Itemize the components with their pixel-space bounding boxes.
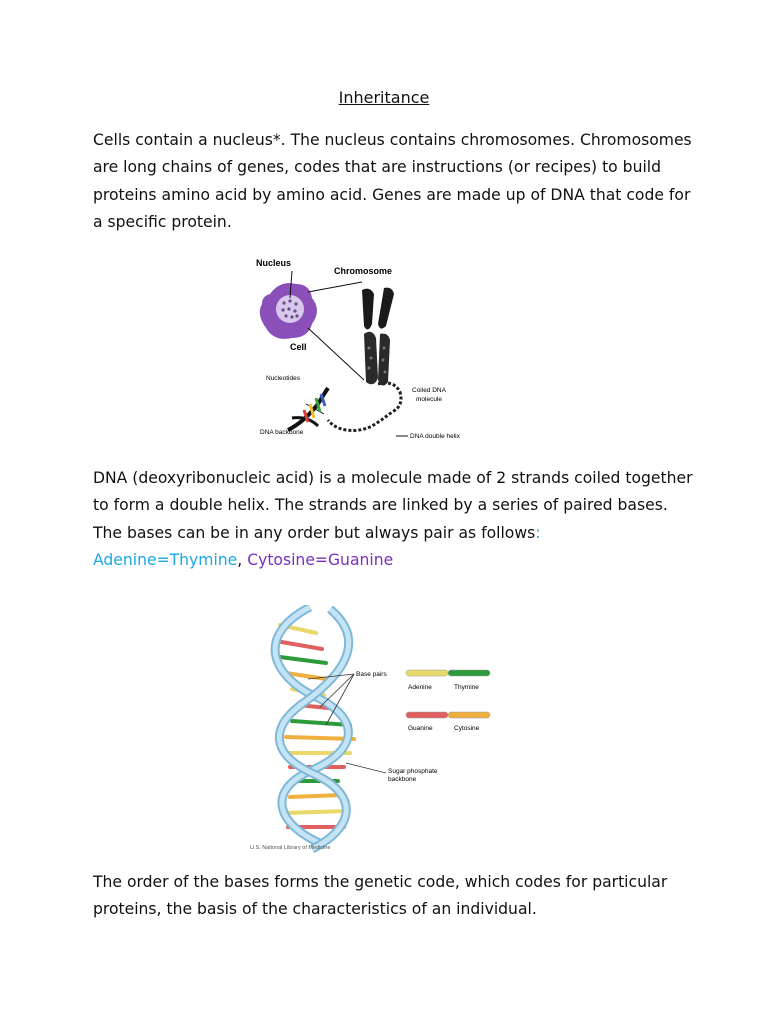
legend [406, 670, 490, 718]
label-chromosome: Chromosome [334, 266, 393, 276]
paragraph-dna-text: DNA (deoxyribonucleic acid) is a molecule made of 2 strands coiled together to form a double helix. The strands are linked by a series of paired bases. The bases can be in any order but always pair as follows [93, 469, 693, 542]
cell-chromosome-dna-diagram [248, 252, 528, 447]
dna-double-helix-diagram [246, 605, 506, 855]
pair-adenine-thymine: Adenine=Thymine [93, 550, 238, 569]
label-base-pairs: Base pairs [356, 671, 387, 678]
paragraph-cells: Cells contain a nucleus*. The nucleus contains chromosomes. Chromosomes are long chains of genes, codes that are instructions (or recipes) to build proteins amino acid by amino acid. Genes are made up of DNA that code for a specific protein. [93, 131, 692, 231]
legend-cytosine: Cytosine [454, 725, 480, 732]
label-sugar-phosphate-2: backbone [388, 776, 417, 783]
legend-guanine: Guanine [408, 725, 433, 732]
label-coiled-2: molecule [416, 396, 443, 403]
chromosome-icon [362, 288, 394, 386]
image-credit: U.S. National Library of Medicine [250, 845, 331, 851]
pair-cytosine-guanine: Cytosine=Guanine [247, 550, 394, 569]
label-cell: Cell [290, 342, 307, 352]
coiled-dna-icon [328, 383, 401, 431]
label-sugar-phosphate-1: Sugar phosphate [388, 768, 438, 775]
paragraph-genetic-code: The order of the bases forms the genetic code, which codes for particular proteins, the basis of the characteristics of an individual. [93, 873, 668, 919]
paragraph-dna-colon: : [535, 523, 541, 542]
label-nucleotides: Nucleotides [266, 375, 300, 382]
pair-separator: , [237, 550, 248, 569]
legend-adenine: Adenine [408, 684, 432, 691]
legend-thymine: Thymine [454, 684, 479, 691]
paragraph-dna [93, 465, 693, 574]
label-dna-backbone: DNA backbone [260, 429, 304, 436]
dna-helix-fragment-icon [288, 388, 328, 430]
page-title: Inheritance [338, 88, 430, 107]
label-coiled-1: Coiled DNA [412, 387, 446, 394]
label-dna-double-helix: DNA double helix [410, 433, 460, 440]
label-nucleus: Nucleus [256, 258, 292, 268]
